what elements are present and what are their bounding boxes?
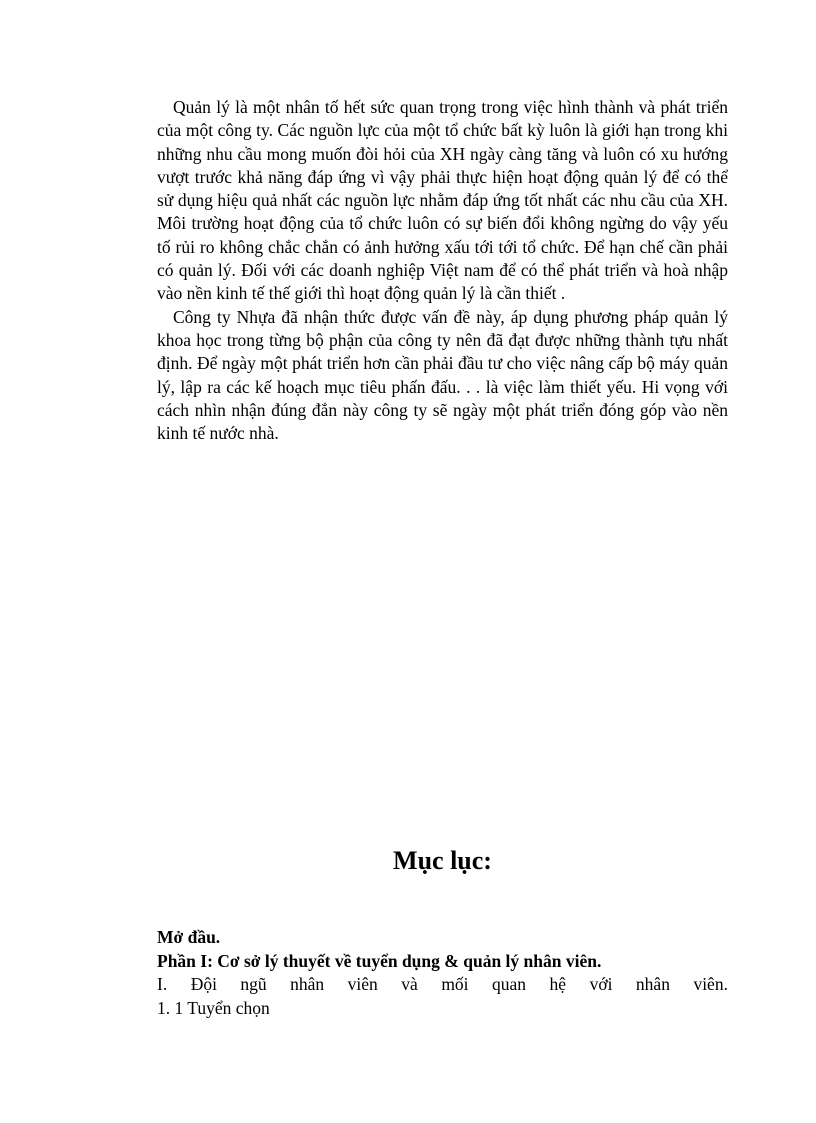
intro-section	[157, 96, 728, 445]
toc-word: Đội	[190, 974, 217, 994]
toc-word: nhân	[635, 974, 670, 994]
toc-word: hệ	[549, 974, 567, 994]
toc-title: Mục lục:	[393, 846, 492, 875]
toc-word: I.	[157, 974, 168, 994]
toc-word: viên	[347, 974, 378, 994]
toc-word: viên.	[693, 974, 728, 994]
toc-entry-section-1	[157, 973, 728, 997]
toc-word: và	[401, 974, 418, 994]
table-of-contents	[157, 926, 728, 1020]
toc-word: quan	[492, 974, 527, 994]
toc-entry-mo-dau: Mở đầu.	[157, 927, 221, 947]
toc-word: nhân	[290, 974, 325, 994]
toc-word: mối	[441, 974, 469, 994]
intro-paragraph-2: Công ty Nhựa đã nhận thức được vấn đề này, áp dụng phương pháp quản lý khoa học trong từng bộ phận của công ty nên đã đạt được những thành tựu nhất định. Để ngày một phát triển hơn cần phải đầu tư cho việc nâng cấp bộ máy quản lý, lập ra các kế hoạch mục tiêu phấn đấu. . . là việc làm thiết yếu. Hi vọng với cách nhìn nhận đúng đắn này công ty sẽ ngày một phát triển đóng góp vào nền kinh tế nước nhà.	[157, 306, 728, 444]
toc-word: ngũ	[240, 974, 267, 994]
toc-word: với	[589, 974, 613, 994]
intro-paragraph-1: Quản lý là một nhân tố hết sức quan trọng trong việc hình thành và phát triển của một công ty. Các nguồn lực của một tổ chức bất kỳ luôn là giới hạn trong khi những nhu cầu mong muốn đòi hỏi của XH ngày càng tăng và luôn có xu hướng vượt trước khả năng đáp ứng vì vậy phải thực hiện hoạt động quản lý để có thể sử dụng hiệu quả nhất các nguồn lực nhằm đáp ứng tốt nhất các nhu cầu của XH. Môi trường hoạt động của tổ chức luôn có sự biến đổi không ngừng do vậy yếu tố rủi ro không chắc chắn có ảnh hưởng xấu tới tới tổ chức. Để hạn chế cần phải có quản lý. Đối với các doanh nghiệp Việt nam để có thể phát triển và hoà nhập vào nền kinh tế thế giới thì hoạt động quản lý là cần thiết .	[157, 97, 728, 304]
toc-entry-phan-1: Phần I: Cơ sở lý thuyết về tuyển dụng & quản lý nhân viên.	[157, 950, 602, 971]
toc-entry-section-1-1: 1. 1 Tuyển chọn	[157, 997, 270, 1018]
